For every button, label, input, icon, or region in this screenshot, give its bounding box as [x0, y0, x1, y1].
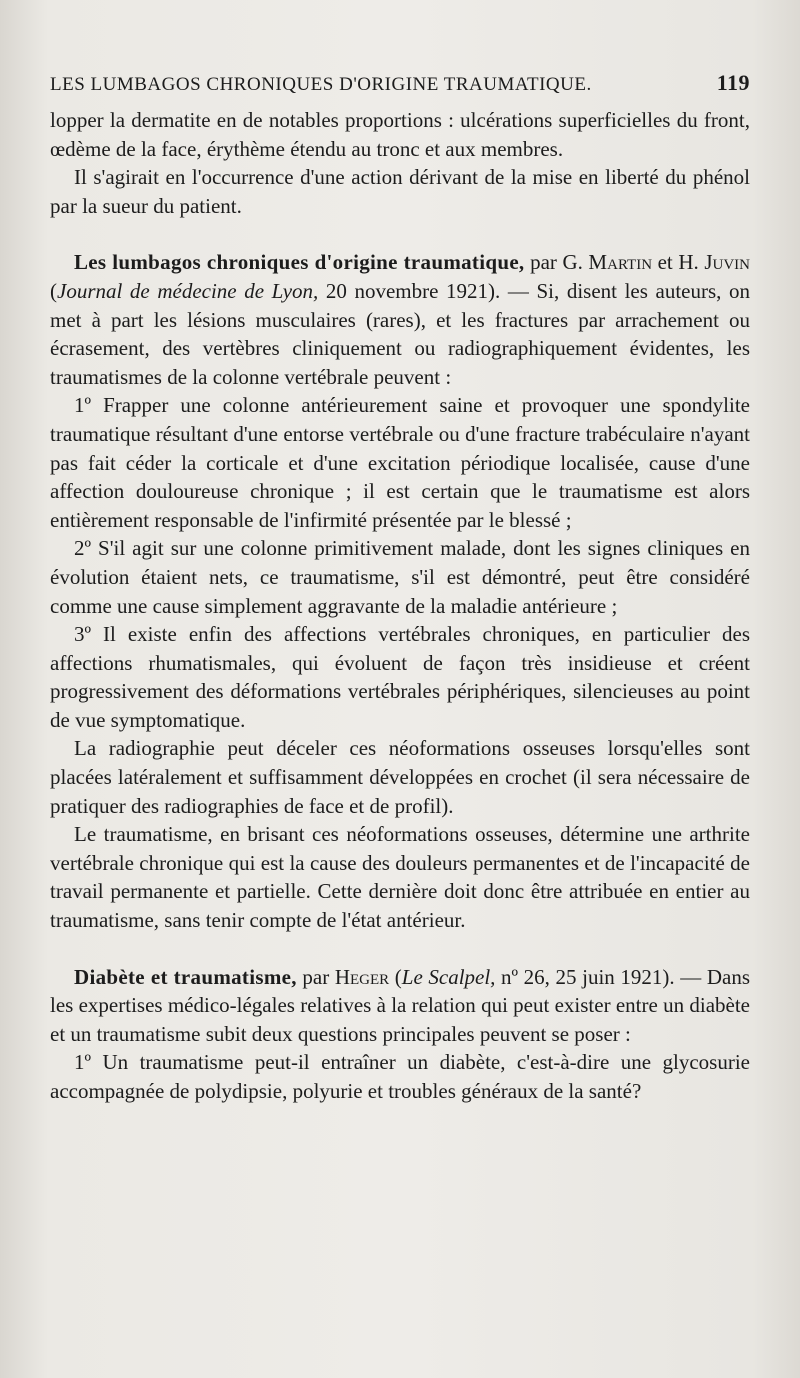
text-fragment: (	[389, 964, 402, 989]
section-diabete-heading	[50, 963, 750, 1049]
author-name: Heger	[334, 964, 390, 989]
section-lumbagos-heading	[50, 248, 750, 391]
list-item: 2º S'il agit sur une colonne primitivement malade, dont les signes cliniques en évolution étaient nets, ce traumatisme, s'il est démontré, peut être considéré comme une cause simplement aggravante de la maladie antérieure ;	[50, 536, 750, 618]
list-item: 1º Frapper une colonne antérieurement saine et provoquer une spondylite traumatique résultant d'une entorse vertébrale ou d'une fracture trabéculaire n'ayant pas fait céder la corticale et d'une excitation périodique localisée, cause d'une affection douloureuse chronique ; il est certain que le traumatisme est alors entièrement responsable de l'infirmité présentée par le blessé ;	[50, 393, 750, 532]
author-name: H. Juvin	[678, 250, 750, 275]
paragraph: Le traumatisme, en brisant ces néoformations osseuses, détermine une arthrite vertébrale chronique qui est la cause des douleurs permanentes et de l'incapacité de travail permanente et partielle. Cette dernière doit donc être attribuée en entier au traumatisme, sans tenir compte de l'état antérieur.	[50, 822, 750, 933]
paragraph: Il s'agirait en l'occurrence d'une action dérivant de la mise en liberté du phénol par la sueur du patient.	[50, 165, 750, 218]
text-fragment: et	[652, 250, 679, 275]
text-fragment: nº 26, 25 juin 1921). — Dans les expertises médico-légales relatives à la relation qui peut exister entre un diabète et un traumatisme subit deux questions principales peuvent se poser :	[50, 964, 751, 1046]
paragraph: La radiographie peut déceler ces néoformations osseuses lorsqu'elles sont placées latéralement et suffisamment développées en crochet (il sera nécessaire de pratiquer des radiographies de face et de profil).	[50, 736, 750, 818]
text-fragment: par	[296, 964, 335, 989]
body-text	[50, 106, 750, 1106]
journal-title: Le Scalpel,	[401, 964, 496, 989]
running-title: LES LUMBAGOS CHRONIQUES D'ORIGINE TRAUMATIQUE.	[50, 74, 592, 95]
section-title: Les lumbagos chroniques d'origine traumatique,	[74, 250, 525, 275]
paragraph: lopper la dermatite en de notables proportions : ulcérations superficielles du front, œdème de la face, érythème étendu au tronc et aux membres.	[50, 108, 750, 161]
list-item: 1º Un traumatisme peut-il entraîner un diabète, c'est-à-dire une glycosurie accompagnée de polydipsie, polyurie et troubles généraux de la santé?	[50, 1050, 750, 1103]
text-fragment: 20 novembre 1921). — Si, disent les auteurs, on met à part les lésions musculaires (rares), et les fractures par arrachement ou écrasement, des vertèbres cliniquement ou radiographiquement évidentes, les traumatismes de la colonne vertébrale peuvent :	[50, 278, 750, 389]
section-title: Diabète et traumatisme,	[74, 964, 297, 989]
page-number: 119	[716, 70, 750, 95]
author-name: G. Martin	[562, 250, 653, 275]
text-fragment: par	[524, 250, 563, 275]
text-fragment: (	[50, 278, 57, 303]
list-item: 3º Il existe enfin des affections vertébrales chroniques, en particulier des affections rhumatismales, qui évoluent de façon très insidieuse et créent progressivement des déformations vertébrales périphériques, silencieuses au point de vue symptomatique.	[50, 622, 750, 732]
journal-title: Journal de médecine de Lyon,	[57, 278, 319, 303]
running-header	[50, 70, 750, 96]
